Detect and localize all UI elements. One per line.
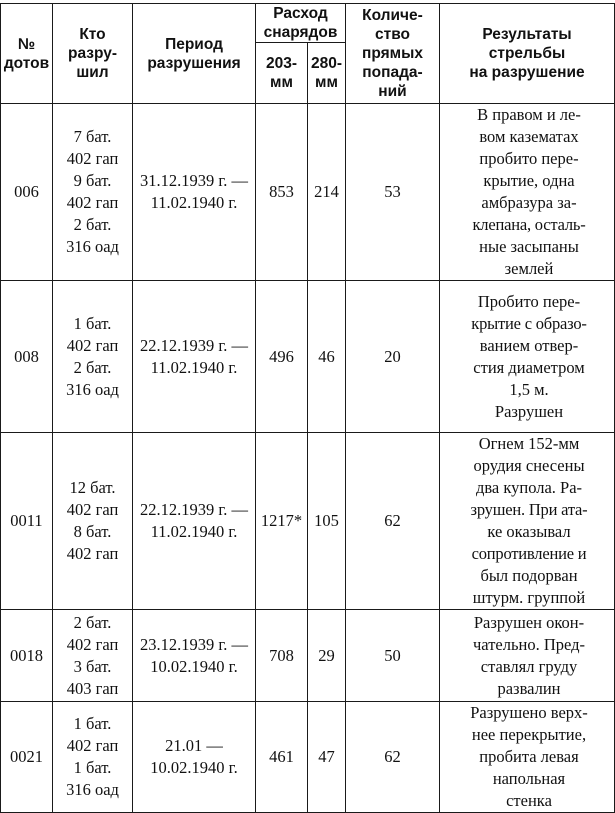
table-row <box>1 702 615 813</box>
cell-direct-hits: 53 <box>346 104 440 281</box>
cell-caliber-203: 853 <box>256 104 308 281</box>
cell-direct-hits: 50 <box>346 610 440 702</box>
cell-caliber-280: 47 <box>308 702 346 813</box>
header-direct-hits: Количе- ство прямых попада- ний <box>346 4 440 104</box>
header-period: Период разрушения <box>133 4 256 104</box>
cell-period: 23.12.1939 г. — 10.02.1940 г. <box>133 610 256 702</box>
cell-period: 21.01 — 10.02.1940 г. <box>133 702 256 813</box>
table-row <box>1 104 615 281</box>
cell-caliber-280: 214 <box>308 104 346 281</box>
table-row <box>1 433 615 610</box>
cell-bunker-number: 0011 <box>1 433 53 610</box>
cell-caliber-280: 29 <box>308 610 346 702</box>
cell-caliber-203: 461 <box>256 702 308 813</box>
bunker-destruction-table <box>0 3 615 813</box>
cell-caliber-280: 105 <box>308 433 346 610</box>
cell-period: 31.12.1939 г. — 11.02.1940 г. <box>133 104 256 281</box>
cell-result: Разрушен окон- чательно. Пред- ставлял груду развалин <box>440 610 615 702</box>
cell-result: Пробито пере- крытие с образо- ванием отвер- стия диаметром 1,5 м. Разрушен <box>440 281 615 433</box>
cell-bunker-number: 0018 <box>1 610 53 702</box>
cell-result: Огнем 152-мм орудия снесены два купола. Ра- зрушен. При ата- ке оказывал сопротивление и был подорван штурм. группой <box>440 433 615 610</box>
cell-destroyed-by: 12 бат. 402 гап 8 бат. 402 гап <box>53 433 133 610</box>
cell-destroyed-by: 1 бат. 402 гап 1 бат. 316 оад <box>53 702 133 813</box>
cell-destroyed-by: 1 бат. 402 гап 2 бат. 316 оад <box>53 281 133 433</box>
cell-result: В правом и ле- вом казематах пробито пере- крытие, одна амбразура за- клепана, осталь- ные засыпаны землей <box>440 104 615 281</box>
cell-caliber-280: 46 <box>308 281 346 433</box>
cell-caliber-203: 496 <box>256 281 308 433</box>
header-caliber-203: 203- мм <box>256 43 308 104</box>
cell-result: Разрушено верх- нее перекрытие, пробита левая напольная стенка <box>440 702 615 813</box>
cell-direct-hits: 20 <box>346 281 440 433</box>
cell-direct-hits: 62 <box>346 702 440 813</box>
cell-bunker-number: 006 <box>1 104 53 281</box>
cell-caliber-203: 708 <box>256 610 308 702</box>
cell-bunker-number: 008 <box>1 281 53 433</box>
cell-destroyed-by: 7 бат. 402 гап 9 бат. 402 гап 2 бат. 316 оад <box>53 104 133 281</box>
table-row <box>1 281 615 433</box>
table-row <box>1 610 615 702</box>
cell-bunker-number: 0021 <box>1 702 53 813</box>
cell-direct-hits: 62 <box>346 433 440 610</box>
cell-destroyed-by: 2 бат. 402 гап 3 бат. 403 гап <box>53 610 133 702</box>
header-bunker-number: № дотов <box>1 4 53 104</box>
cell-caliber-203: 1217* <box>256 433 308 610</box>
header-destroyed-by: Кто разру- шил <box>53 4 133 104</box>
cell-period: 22.12.1939 г. — 11.02.1940 г. <box>133 433 256 610</box>
header-shell-consumption: Расход снарядов <box>256 4 346 43</box>
header-results: Результаты стрельбы на разрушение <box>440 4 615 104</box>
cell-period: 22.12.1939 г. — 11.02.1940 г. <box>133 281 256 433</box>
header-row <box>1 4 615 43</box>
header-caliber-280: 280- мм <box>308 43 346 104</box>
